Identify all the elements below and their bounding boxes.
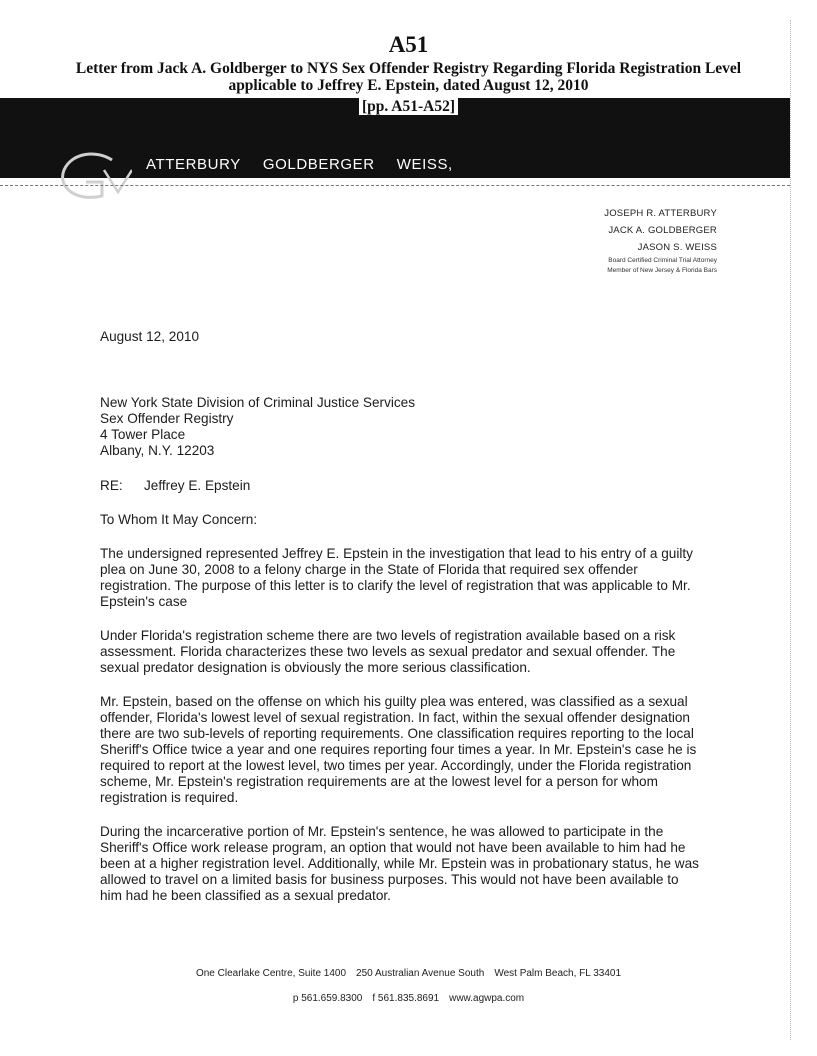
footer-phone: p 561.659.8300 xyxy=(292,993,363,1004)
footer-website: www.agwpa.com xyxy=(449,993,525,1004)
footer-contact xyxy=(0,993,817,1004)
exhibit-header xyxy=(0,30,817,94)
firm-name-1: ATTERBURY xyxy=(146,156,241,173)
attorney-name: JASON S. WEISS xyxy=(637,242,717,253)
recipient-line: 4 Tower Place xyxy=(100,427,186,442)
footer-address xyxy=(0,968,817,979)
firm-name-3: WEISS, xyxy=(396,156,453,173)
recipient-line: Albany, N.Y. 12203 xyxy=(100,443,215,458)
attorney-note: Board Certified Criminal Trial Attorney xyxy=(608,257,717,264)
letterhead-rule xyxy=(0,185,790,186)
footer-address-part: West Palm Beach, FL 33401 xyxy=(494,968,622,979)
body-paragraph: Mr. Epstein, based on the offense on which his guilty plea was entered, was classified as a sexual offender, Florida's lowest level of sexual registration. In fact, within the sexual offender designation there are two sub-levels of reporting requirements. One classification requires reporting to the local Sheriff's Office twice a year and one requires reporting four times a year. In Mr. Epstein's case he is required to report at the lowest level, two times per year. Accordingly, under the Florida registration scheme, Mr. Epstein's registration requirements are at the lowest level for a person for whom registration is required. xyxy=(100,694,697,805)
letter-date: August 12, 2010 xyxy=(100,329,200,344)
firm-name-2: GOLDBERGER xyxy=(262,156,375,173)
footer-address-part: One Clearlake Centre, Suite 1400 xyxy=(195,968,347,979)
footer-fax: f 561.835.8691 xyxy=(372,993,440,1004)
re-label: RE: xyxy=(100,478,123,493)
body-paragraph: The undersigned represented Jeffrey E. Epstein in the investigation that lead to his entry of a guilty plea on June 30, 2008 to a felony charge in the State of Florida that required sex offender registration. The purpose of this letter is to clarify the level of registration that was applicable to Mr. Epstein's case xyxy=(100,546,693,609)
body-paragraph: Under Florida's registration scheme there are two levels of registration available based on a risk assessment. Florida characterizes these two levels as sexual predator and sexual offender. The sexual predator designation is obviously the more serious classification. xyxy=(100,628,676,675)
footer-address-part: 250 Australian Avenue South xyxy=(356,968,485,979)
attorney-name: JACK A. GOLDBERGER xyxy=(608,225,717,236)
firm-logo xyxy=(42,130,132,210)
exhibit-pages-text: [pp. A51-A52] xyxy=(359,98,458,115)
exhibit-id: A51 xyxy=(388,32,429,57)
exhibit-pages xyxy=(0,98,817,115)
exhibit-description-line-2: applicable to Jeffrey E. Epstein, dated August 12, 2010 xyxy=(228,77,589,94)
letter-body xyxy=(100,546,700,922)
re-line xyxy=(100,478,700,494)
attorney-note: Member of New Jersey & Florida Bars xyxy=(607,267,717,274)
recipient-line: New York State Division of Criminal Justice Services xyxy=(100,395,416,410)
body-paragraph: During the incarcerative portion of Mr. Epstein's sentence, he was allowed to participate in the Sheriff's Office work release program, an option that would not have been available to him had he been at a higher registration level. Additionally, while Mr. Epstein was in probationary status, he was allowed to travel on a limited basis for business purposes. This would not have been available to him had he been classified as a sexual predator. xyxy=(100,824,699,903)
re-subject: Jeffrey E. Epstein xyxy=(144,478,251,493)
scan-edge-line xyxy=(790,20,791,1040)
salutation: To Whom It May Concern: xyxy=(100,512,258,527)
attorney-list xyxy=(604,205,717,276)
recipient-line: Sex Offender Registry xyxy=(100,411,234,426)
exhibit-description-line-1: Letter from Jack A. Goldberger to NYS Sex Offender Registry Regarding Florida Registration Level xyxy=(75,60,742,77)
firm-name xyxy=(146,156,475,173)
attorney-name: JOSEPH R. ATTERBURY xyxy=(604,208,717,219)
recipient-address xyxy=(100,395,700,459)
